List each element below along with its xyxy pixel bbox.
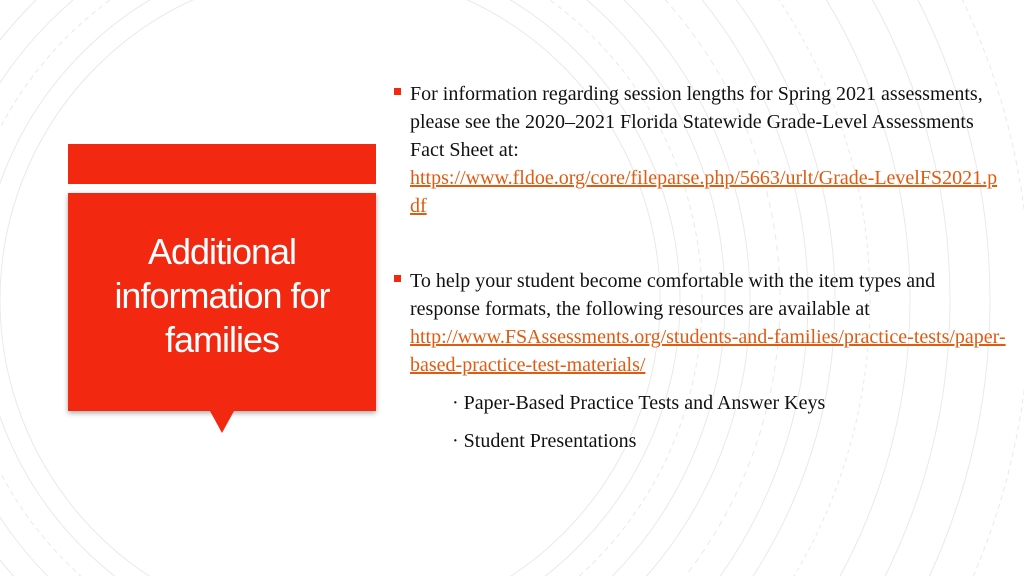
slide-title — [68, 230, 376, 362]
bullet-square-icon — [394, 275, 401, 282]
slide-title-line: families — [164, 319, 280, 360]
subitem-practice-tests: · Paper-Based Practice Tests and Answer Keys — [452, 392, 826, 414]
subitem-student-presentations: · Student Presentations — [452, 430, 637, 452]
bullet-text: To help your student become comfortable with the item types and response formats, the following resources are available at — [410, 270, 936, 320]
bullet-square-icon — [394, 88, 401, 95]
bullet-text: For information regarding session lengths for Spring 2021 assessments, please see the 2020–2021 Florida Statewide Grade-Level Assessments Fact Sheet at: — [410, 83, 983, 161]
bullet-practice-resources — [392, 267, 1007, 455]
slide-title-line: Additional — [147, 231, 297, 272]
title-panel-pointer — [210, 411, 234, 433]
content-area — [392, 80, 1007, 455]
bullet-session-lengths — [392, 80, 1007, 220]
slide-title-line: information for — [114, 275, 330, 316]
fact-sheet-link[interactable]: https://www.fldoe.org/core/fileparse.php/5663/urlt/Grade-LevelFS2021.pdf — [410, 167, 998, 217]
title-accent-strip — [68, 144, 376, 184]
practice-materials-link[interactable]: http://www.FSAssessments.org/students-and-families/practice-tests/paper-based-practice-test-materials/ — [410, 326, 1006, 376]
